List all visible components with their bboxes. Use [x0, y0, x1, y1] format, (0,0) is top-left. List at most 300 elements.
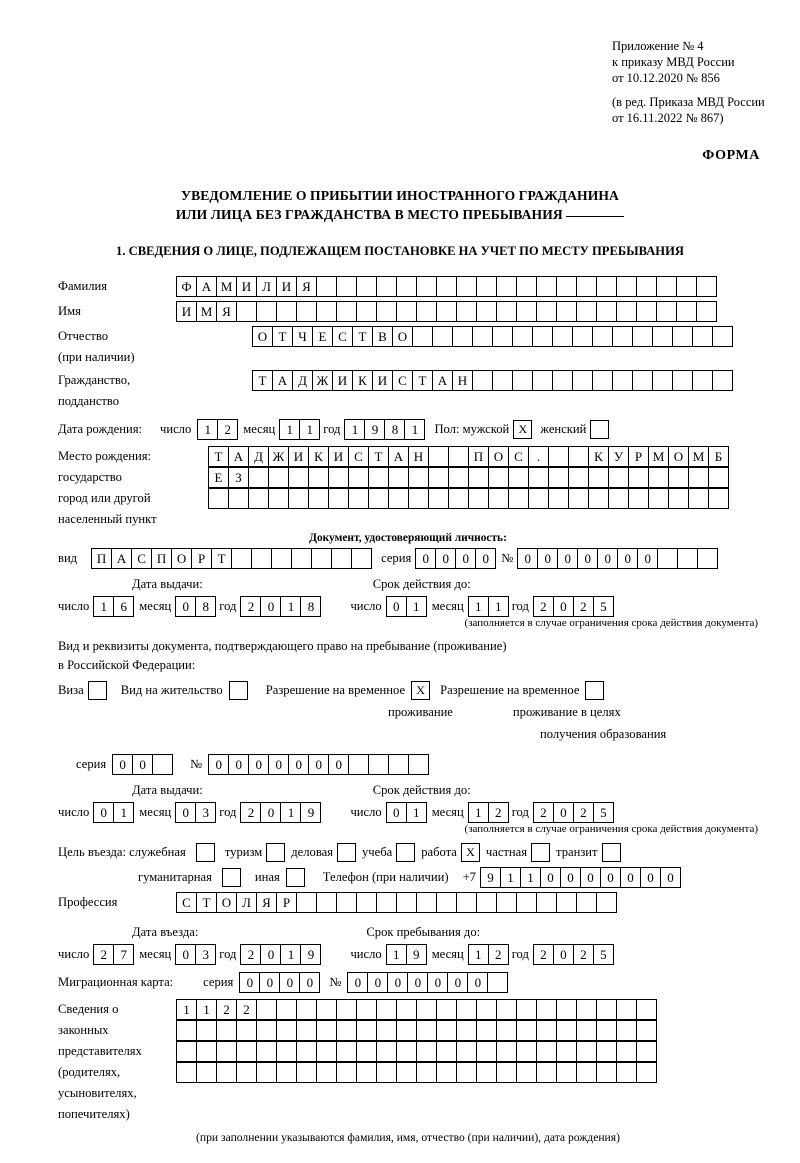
char-cell[interactable]: Ч [292, 326, 313, 347]
char-cell[interactable]: Н [408, 446, 429, 467]
char-cell[interactable]: 8 [300, 596, 321, 617]
char-cell[interactable] [416, 276, 437, 297]
char-cell[interactable] [616, 1020, 637, 1041]
char-cell[interactable]: 2 [533, 802, 554, 823]
char-cell[interactable]: 2 [240, 944, 261, 965]
char-cell[interactable] [256, 1020, 277, 1041]
char-cell[interactable]: 2 [488, 802, 509, 823]
char-cell[interactable] [356, 999, 377, 1020]
entry-year-input[interactable] [240, 944, 320, 965]
char-cell[interactable]: 5 [593, 944, 614, 965]
char-cell[interactable] [416, 1020, 437, 1041]
char-cell[interactable]: Т [272, 326, 293, 347]
char-cell[interactable] [336, 301, 357, 322]
char-cell[interactable] [416, 999, 437, 1020]
char-cell[interactable] [476, 892, 497, 913]
char-cell[interactable]: 1 [280, 944, 301, 965]
char-cell[interactable]: 0 [175, 802, 196, 823]
char-cell[interactable]: 1 [468, 596, 489, 617]
char-cell[interactable] [697, 548, 718, 569]
char-cell[interactable] [256, 301, 277, 322]
char-cell[interactable] [336, 892, 357, 913]
char-cell[interactable] [348, 467, 369, 488]
char-cell[interactable] [248, 467, 269, 488]
char-cell[interactable] [376, 999, 397, 1020]
char-cell[interactable]: 0 [620, 867, 641, 888]
doc-issue-day-input[interactable] [93, 596, 133, 617]
doc-valid-month-input[interactable] [468, 596, 508, 617]
char-cell[interactable]: 0 [560, 867, 581, 888]
char-cell[interactable] [396, 892, 417, 913]
char-cell[interactable]: О [488, 446, 509, 467]
char-cell[interactable]: 0 [600, 867, 621, 888]
char-cell[interactable] [428, 467, 449, 488]
char-cell[interactable] [476, 999, 497, 1020]
entry-day-input[interactable] [93, 944, 133, 965]
permit-valid-year-input[interactable] [533, 802, 613, 823]
char-cell[interactable] [496, 1062, 517, 1083]
char-cell[interactable] [657, 548, 678, 569]
char-cell[interactable] [596, 1062, 617, 1083]
char-cell[interactable] [396, 1020, 417, 1041]
char-cell[interactable] [548, 467, 569, 488]
char-cell[interactable] [296, 301, 317, 322]
char-cell[interactable] [556, 301, 577, 322]
char-cell[interactable] [536, 1041, 557, 1062]
char-cell[interactable] [416, 301, 437, 322]
char-cell[interactable]: В [372, 326, 393, 347]
char-cell[interactable] [592, 370, 613, 391]
char-cell[interactable] [496, 1041, 517, 1062]
char-cell[interactable]: 1 [280, 802, 301, 823]
char-cell[interactable]: 0 [93, 802, 114, 823]
char-cell[interactable] [676, 301, 697, 322]
char-cell[interactable] [556, 1041, 577, 1062]
char-cell[interactable]: И [276, 276, 297, 297]
char-cell[interactable]: Я [256, 892, 277, 913]
char-cell[interactable]: Н [452, 370, 473, 391]
char-cell[interactable] [448, 446, 469, 467]
char-cell[interactable] [428, 446, 449, 467]
char-cell[interactable] [692, 326, 713, 347]
char-cell[interactable] [448, 467, 469, 488]
mc-number-input[interactable] [347, 972, 507, 993]
char-cell[interactable] [248, 488, 269, 509]
char-cell[interactable] [388, 467, 409, 488]
char-cell[interactable] [432, 326, 453, 347]
char-cell[interactable]: 9 [300, 944, 321, 965]
char-cell[interactable] [276, 1062, 297, 1083]
char-cell[interactable] [656, 301, 677, 322]
char-cell[interactable] [532, 370, 553, 391]
char-cell[interactable] [528, 467, 549, 488]
char-cell[interactable] [548, 446, 569, 467]
char-cell[interactable] [376, 301, 397, 322]
char-cell[interactable] [636, 1020, 657, 1041]
char-cell[interactable] [472, 370, 493, 391]
char-cell[interactable]: А [272, 370, 293, 391]
char-cell[interactable]: 1 [406, 802, 427, 823]
char-cell[interactable] [648, 488, 669, 509]
char-cell[interactable]: 8 [195, 596, 216, 617]
char-cell[interactable] [677, 548, 698, 569]
char-cell[interactable] [636, 1062, 657, 1083]
birthplace-input-row1[interactable] [208, 446, 728, 467]
char-cell[interactable]: Е [208, 467, 229, 488]
char-cell[interactable] [268, 467, 289, 488]
char-cell[interactable] [236, 1041, 257, 1062]
char-cell[interactable]: 0 [557, 548, 578, 569]
char-cell[interactable]: 0 [475, 548, 496, 569]
char-cell[interactable]: 2 [240, 802, 261, 823]
char-cell[interactable] [628, 467, 649, 488]
char-cell[interactable]: Т [252, 370, 273, 391]
char-cell[interactable]: 1 [113, 802, 134, 823]
char-cell[interactable] [256, 1062, 277, 1083]
char-cell[interactable]: С [332, 326, 353, 347]
char-cell[interactable] [368, 754, 389, 775]
birth-day-input[interactable] [197, 419, 237, 440]
char-cell[interactable] [516, 276, 537, 297]
profession-input[interactable] [176, 892, 616, 913]
char-cell[interactable] [696, 276, 717, 297]
char-cell[interactable]: 0 [640, 867, 661, 888]
char-cell[interactable]: 0 [260, 802, 281, 823]
char-cell[interactable] [456, 301, 477, 322]
purpose-study-checkbox[interactable] [396, 843, 415, 862]
char-cell[interactable] [196, 1041, 217, 1062]
char-cell[interactable] [456, 1020, 477, 1041]
char-cell[interactable] [436, 999, 457, 1020]
char-cell[interactable] [496, 999, 517, 1020]
char-cell[interactable]: 0 [175, 944, 196, 965]
char-cell[interactable] [251, 548, 272, 569]
char-cell[interactable] [356, 301, 377, 322]
char-cell[interactable] [588, 488, 609, 509]
char-cell[interactable]: 0 [259, 972, 280, 993]
char-cell[interactable] [556, 999, 577, 1020]
char-cell[interactable] [336, 1020, 357, 1041]
entry-month-input[interactable] [175, 944, 215, 965]
char-cell[interactable] [596, 301, 617, 322]
char-cell[interactable] [596, 1041, 617, 1062]
char-cell[interactable] [576, 301, 597, 322]
char-cell[interactable] [296, 1020, 317, 1041]
char-cell[interactable] [216, 1041, 237, 1062]
char-cell[interactable]: 0 [288, 754, 309, 775]
char-cell[interactable]: Е [312, 326, 333, 347]
char-cell[interactable]: 0 [328, 754, 349, 775]
char-cell[interactable]: 0 [455, 548, 476, 569]
char-cell[interactable]: 0 [260, 596, 281, 617]
char-cell[interactable] [576, 276, 597, 297]
char-cell[interactable]: 1 [93, 596, 114, 617]
char-cell[interactable] [296, 892, 317, 913]
purpose-other-checkbox[interactable] [286, 868, 305, 887]
char-cell[interactable] [532, 326, 553, 347]
char-cell[interactable]: 2 [93, 944, 114, 965]
char-cell[interactable]: 2 [240, 596, 261, 617]
char-cell[interactable]: Д [292, 370, 313, 391]
char-cell[interactable] [487, 972, 508, 993]
surname-input[interactable] [176, 276, 716, 297]
char-cell[interactable] [276, 301, 297, 322]
char-cell[interactable] [396, 1062, 417, 1083]
char-cell[interactable] [516, 301, 537, 322]
char-cell[interactable] [508, 488, 529, 509]
char-cell[interactable]: 1 [279, 419, 300, 440]
char-cell[interactable]: 1 [468, 802, 489, 823]
char-cell[interactable] [316, 999, 337, 1020]
char-cell[interactable] [496, 892, 517, 913]
char-cell[interactable] [428, 488, 449, 509]
char-cell[interactable] [676, 276, 697, 297]
doc-series-input[interactable] [415, 548, 495, 569]
char-cell[interactable]: 1 [406, 596, 427, 617]
char-cell[interactable] [296, 1041, 317, 1062]
edu-residence-checkbox[interactable] [585, 681, 604, 700]
char-cell[interactable]: А [432, 370, 453, 391]
char-cell[interactable]: 0 [540, 867, 561, 888]
char-cell[interactable] [592, 326, 613, 347]
char-cell[interactable]: . [528, 446, 549, 467]
char-cell[interactable]: 0 [467, 972, 488, 993]
permit-issue-year-input[interactable] [240, 802, 320, 823]
char-cell[interactable]: 1 [176, 999, 197, 1020]
char-cell[interactable] [616, 1062, 637, 1083]
char-cell[interactable]: С [392, 370, 413, 391]
char-cell[interactable]: 0 [279, 972, 300, 993]
char-cell[interactable] [368, 467, 389, 488]
purpose-transit-checkbox[interactable] [602, 843, 621, 862]
char-cell[interactable]: З [228, 467, 249, 488]
char-cell[interactable] [288, 467, 309, 488]
char-cell[interactable] [356, 276, 377, 297]
char-cell[interactable] [476, 301, 497, 322]
char-cell[interactable] [356, 1041, 377, 1062]
char-cell[interactable]: М [648, 446, 669, 467]
char-cell[interactable] [576, 1020, 597, 1041]
doc-issue-year-input[interactable] [240, 596, 320, 617]
char-cell[interactable] [351, 548, 372, 569]
char-cell[interactable] [311, 548, 332, 569]
char-cell[interactable]: А [111, 548, 132, 569]
char-cell[interactable]: К [588, 446, 609, 467]
char-cell[interactable] [536, 1020, 557, 1041]
char-cell[interactable] [472, 326, 493, 347]
char-cell[interactable]: 0 [447, 972, 468, 993]
char-cell[interactable]: А [196, 276, 217, 297]
stay-month-input[interactable] [468, 944, 508, 965]
char-cell[interactable] [476, 276, 497, 297]
char-cell[interactable]: И [236, 276, 257, 297]
char-cell[interactable] [331, 548, 352, 569]
char-cell[interactable]: 0 [386, 596, 407, 617]
char-cell[interactable] [416, 892, 437, 913]
char-cell[interactable] [516, 1062, 537, 1083]
char-cell[interactable]: Ж [268, 446, 289, 467]
char-cell[interactable] [536, 892, 557, 913]
char-cell[interactable] [512, 326, 533, 347]
char-cell[interactable]: 0 [268, 754, 289, 775]
char-cell[interactable] [376, 1062, 397, 1083]
char-cell[interactable] [712, 326, 733, 347]
char-cell[interactable] [291, 548, 312, 569]
char-cell[interactable] [496, 301, 517, 322]
char-cell[interactable] [688, 488, 709, 509]
char-cell[interactable] [276, 1041, 297, 1062]
purpose-service-checkbox[interactable] [196, 843, 215, 862]
permit-issue-day-input[interactable] [93, 802, 133, 823]
char-cell[interactable] [576, 999, 597, 1020]
char-cell[interactable] [516, 892, 537, 913]
char-cell[interactable]: 1 [299, 419, 320, 440]
char-cell[interactable]: Р [191, 548, 212, 569]
char-cell[interactable] [268, 488, 289, 509]
char-cell[interactable] [468, 467, 489, 488]
char-cell[interactable] [436, 1041, 457, 1062]
char-cell[interactable] [556, 1020, 577, 1041]
char-cell[interactable]: Т [211, 548, 232, 569]
char-cell[interactable]: 2 [216, 999, 237, 1020]
permit-number-input[interactable] [208, 754, 428, 775]
char-cell[interactable]: Д [248, 446, 269, 467]
char-cell[interactable] [276, 1020, 297, 1041]
permit-valid-day-input[interactable] [386, 802, 426, 823]
char-cell[interactable] [408, 488, 429, 509]
sex-male-checkbox[interactable]: X [513, 420, 532, 439]
char-cell[interactable]: Р [628, 446, 649, 467]
char-cell[interactable] [236, 1020, 257, 1041]
char-cell[interactable] [196, 1062, 217, 1083]
char-cell[interactable]: 0 [112, 754, 133, 775]
char-cell[interactable] [456, 892, 477, 913]
char-cell[interactable] [652, 326, 673, 347]
char-cell[interactable]: 0 [553, 944, 574, 965]
char-cell[interactable] [548, 488, 569, 509]
char-cell[interactable] [448, 488, 469, 509]
char-cell[interactable] [476, 1041, 497, 1062]
char-cell[interactable] [316, 892, 337, 913]
char-cell[interactable] [556, 276, 577, 297]
char-cell[interactable]: 5 [593, 802, 614, 823]
permit-valid-month-input[interactable] [468, 802, 508, 823]
char-cell[interactable] [388, 754, 409, 775]
char-cell[interactable] [376, 1041, 397, 1062]
char-cell[interactable]: 1 [196, 999, 217, 1020]
permit-series-input[interactable] [112, 754, 172, 775]
char-cell[interactable]: И [288, 446, 309, 467]
char-cell[interactable] [396, 999, 417, 1020]
purpose-humanitarian-checkbox[interactable] [222, 868, 241, 887]
char-cell[interactable] [396, 1041, 417, 1062]
char-cell[interactable]: 0 [637, 548, 658, 569]
char-cell[interactable] [328, 467, 349, 488]
legal-input-row3[interactable] [176, 1041, 656, 1062]
char-cell[interactable]: 1 [468, 944, 489, 965]
char-cell[interactable]: 1 [520, 867, 541, 888]
char-cell[interactable] [496, 276, 517, 297]
char-cell[interactable] [376, 892, 397, 913]
char-cell[interactable] [672, 370, 693, 391]
char-cell[interactable] [496, 1020, 517, 1041]
char-cell[interactable] [536, 301, 557, 322]
char-cell[interactable] [608, 467, 629, 488]
char-cell[interactable]: И [372, 370, 393, 391]
char-cell[interactable] [176, 1020, 197, 1041]
char-cell[interactable]: Т [196, 892, 217, 913]
char-cell[interactable]: О [668, 446, 689, 467]
char-cell[interactable] [492, 326, 513, 347]
char-cell[interactable] [512, 370, 533, 391]
residence-permit-checkbox[interactable] [229, 681, 248, 700]
char-cell[interactable]: 3 [195, 802, 216, 823]
stay-year-input[interactable] [533, 944, 613, 965]
char-cell[interactable]: 9 [480, 867, 501, 888]
char-cell[interactable] [276, 999, 297, 1020]
char-cell[interactable]: 1 [386, 944, 407, 965]
char-cell[interactable]: К [308, 446, 329, 467]
char-cell[interactable]: 9 [406, 944, 427, 965]
char-cell[interactable] [536, 999, 557, 1020]
permit-issue-month-input[interactable] [175, 802, 215, 823]
char-cell[interactable] [216, 1062, 237, 1083]
char-cell[interactable] [436, 1062, 457, 1083]
char-cell[interactable] [356, 892, 377, 913]
char-cell[interactable]: 3 [195, 944, 216, 965]
char-cell[interactable] [556, 1062, 577, 1083]
char-cell[interactable]: 0 [387, 972, 408, 993]
char-cell[interactable] [356, 1020, 377, 1041]
char-cell[interactable]: Т [208, 446, 229, 467]
doc-valid-year-input[interactable] [533, 596, 613, 617]
citizenship-input[interactable] [252, 370, 732, 391]
char-cell[interactable] [608, 488, 629, 509]
char-cell[interactable] [648, 467, 669, 488]
char-cell[interactable] [556, 892, 577, 913]
char-cell[interactable] [456, 1062, 477, 1083]
char-cell[interactable]: 0 [537, 548, 558, 569]
char-cell[interactable] [228, 488, 249, 509]
char-cell[interactable]: 0 [427, 972, 448, 993]
temp-residence-checkbox[interactable]: X [411, 681, 430, 700]
char-cell[interactable]: С [508, 446, 529, 467]
char-cell[interactable]: 0 [260, 944, 281, 965]
char-cell[interactable] [616, 999, 637, 1020]
purpose-business-checkbox[interactable] [337, 843, 356, 862]
char-cell[interactable]: 5 [593, 596, 614, 617]
char-cell[interactable]: 0 [517, 548, 538, 569]
char-cell[interactable] [452, 326, 473, 347]
char-cell[interactable] [396, 301, 417, 322]
char-cell[interactable]: 1 [488, 596, 509, 617]
char-cell[interactable]: С [176, 892, 197, 913]
char-cell[interactable]: 0 [580, 867, 601, 888]
char-cell[interactable]: 0 [597, 548, 618, 569]
char-cell[interactable] [656, 276, 677, 297]
char-cell[interactable] [536, 276, 557, 297]
char-cell[interactable]: М [216, 276, 237, 297]
char-cell[interactable]: Ж [312, 370, 333, 391]
char-cell[interactable]: П [151, 548, 172, 569]
char-cell[interactable] [436, 276, 457, 297]
char-cell[interactable] [552, 326, 573, 347]
char-cell[interactable]: 0 [308, 754, 329, 775]
char-cell[interactable] [668, 467, 689, 488]
char-cell[interactable]: 2 [573, 596, 594, 617]
visa-checkbox[interactable] [88, 681, 107, 700]
char-cell[interactable]: 6 [113, 596, 134, 617]
